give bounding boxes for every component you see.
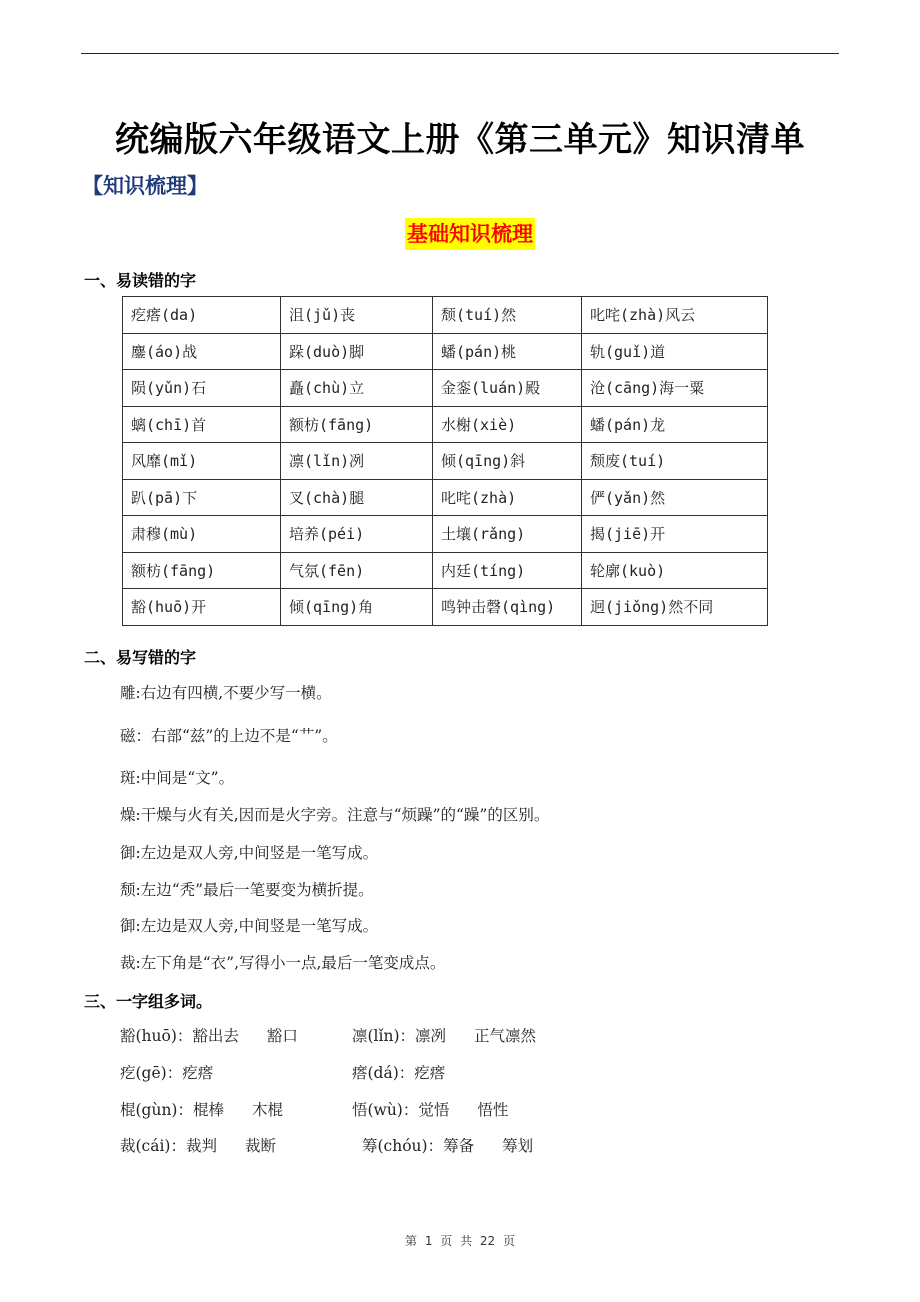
character-pinyin: 裁(cái)：: [120, 1137, 186, 1155]
table-cell: 颓(tuí)然: [433, 297, 582, 334]
table-cell: 轨(guǐ)道: [582, 333, 768, 370]
page-footer: 第 1 页 共 22 页: [405, 1234, 515, 1248]
word-group-left: [120, 1061, 213, 1083]
note-item: 颓:左边“秃”最后一笔要变为横折提。: [120, 881, 374, 899]
word-item: 觉悟: [418, 1101, 450, 1119]
word-group-left: [120, 1024, 298, 1046]
section-heading-misread: 一、易读错的字: [84, 271, 197, 290]
table-cell: 颓废(tuí): [582, 443, 768, 480]
word-item: 悟性: [477, 1101, 509, 1119]
word-group-right: [352, 1098, 508, 1120]
table-cell: 豁(huō)开: [123, 589, 281, 626]
word-item: 豁出去: [192, 1027, 239, 1045]
word-group-left: [120, 1134, 276, 1156]
highlight-heading: 基础知识梳理: [405, 218, 535, 250]
word-item: 筹备: [443, 1137, 475, 1155]
character-pinyin: 筹(chóu)：: [362, 1137, 444, 1155]
table-cell: 叉(chà)腿: [281, 479, 433, 516]
table-cell: 迥(jiǒng)然不同: [582, 589, 768, 626]
table-cell: 鏖(áo)战: [123, 333, 281, 370]
note-item: 燥:干燥与火有关,因而是火字旁。注意与“烦躁”的“躁”的区别。: [120, 806, 550, 824]
word-group-right: [352, 1061, 445, 1083]
word-item: 凛冽: [415, 1027, 447, 1045]
table-row: [123, 589, 768, 626]
character-pinyin: 瘩(dá)：: [352, 1064, 415, 1082]
table-cell: 轮廓(kuò): [582, 552, 768, 589]
table-cell: 风靡(mǐ): [123, 443, 281, 480]
table-cell: 沧(cāng)海一粟: [582, 370, 768, 407]
table-row: [123, 479, 768, 516]
word-group-right: [352, 1024, 536, 1046]
character-pinyin: 豁(huō)：: [120, 1027, 193, 1045]
table-cell: 陨(yǔn)石: [123, 370, 281, 407]
word-item: 疙瘩: [182, 1064, 214, 1082]
word-group-right: [362, 1134, 533, 1156]
section-tag-knowledge: 【知识梳理】: [82, 174, 208, 198]
table-cell: 凛(lǐn)冽: [281, 443, 433, 480]
table-cell: 培养(péi): [281, 516, 433, 553]
table-cell: 肃穆(mù): [123, 516, 281, 553]
table-row: [123, 516, 768, 553]
table-cell: 水榭(xiè): [433, 406, 582, 443]
table-cell: 内廷(tíng): [433, 552, 582, 589]
table-cell: 叱咤(zhà): [433, 479, 582, 516]
table-cell: 鸣钟击磬(qìng): [433, 589, 582, 626]
table-cell: 倾(qīng)斜: [433, 443, 582, 480]
table-row: [123, 370, 768, 407]
character-pinyin: 悟(wù)：: [352, 1101, 419, 1119]
table-cell: 跺(duò)脚: [281, 333, 433, 370]
table-cell: 额枋(fāng): [281, 406, 433, 443]
character-pinyin: 疙(gē)：: [120, 1064, 183, 1082]
word-item: 豁口: [266, 1027, 298, 1045]
section-heading-word-groups: 三、一字组多词。: [84, 992, 213, 1011]
table-cell: 蟠(pán)龙: [582, 406, 768, 443]
word-item: 筹划: [502, 1137, 534, 1155]
table-cell: 蟠(pán)桃: [433, 333, 582, 370]
table-cell: 土壤(rǎng): [433, 516, 582, 553]
table-cell: 俨(yǎn)然: [582, 479, 768, 516]
note-item: 磁：右部“兹”的上边不是“艹”。: [120, 727, 338, 745]
misread-characters-table: [122, 296, 768, 626]
note-item: 雕:右边有四横,不要少写一横。: [120, 684, 332, 702]
table-cell: 叱咤(zhà)风云: [582, 297, 768, 334]
header-rule: [81, 53, 839, 54]
note-item: 裁:左下角是“衣”,写得小一点,最后一笔变成点。: [120, 954, 446, 972]
table-row: [123, 406, 768, 443]
table-cell: 倾(qīng)角: [281, 589, 433, 626]
table-cell: 趴(pā)下: [123, 479, 281, 516]
word-item: 裁判: [185, 1137, 217, 1155]
note-item: 斑:中间是“文”。: [120, 769, 235, 787]
table-cell: 气氛(fēn): [281, 552, 433, 589]
character-pinyin: 凛(lǐn)：: [352, 1027, 415, 1045]
table-row: [123, 297, 768, 334]
table-row: [123, 443, 768, 480]
table-cell: 沮(jǔ)丧: [281, 297, 433, 334]
table-cell: 矗(chù)立: [281, 370, 433, 407]
word-item: 疙瘩: [414, 1064, 446, 1082]
note-item: 御:左边是双人旁,中间竖是一笔写成。: [120, 844, 379, 862]
word-item: 正气凛然: [474, 1027, 537, 1045]
word-item: 棍棒: [192, 1101, 224, 1119]
table-row: [123, 552, 768, 589]
table-row: [123, 333, 768, 370]
section-heading-miswritten: 二、易写错的字: [84, 648, 197, 667]
table-cell: 金銮(luán)殿: [433, 370, 582, 407]
note-item: 御:左边是双人旁,中间竖是一笔写成。: [120, 917, 379, 935]
table-cell: 疙瘩(da): [123, 297, 281, 334]
word-item: 木棍: [252, 1101, 284, 1119]
word-group-left: [120, 1098, 283, 1120]
table-cell: 螭(chī)首: [123, 406, 281, 443]
table-cell: 额枋(fāng): [123, 552, 281, 589]
document-title: 统编版六年级语文上册《第三单元》知识清单: [115, 120, 805, 160]
character-pinyin: 棍(gùn)：: [120, 1101, 193, 1119]
word-item: 裁断: [245, 1137, 277, 1155]
table-cell: 揭(jiē)开: [582, 516, 768, 553]
